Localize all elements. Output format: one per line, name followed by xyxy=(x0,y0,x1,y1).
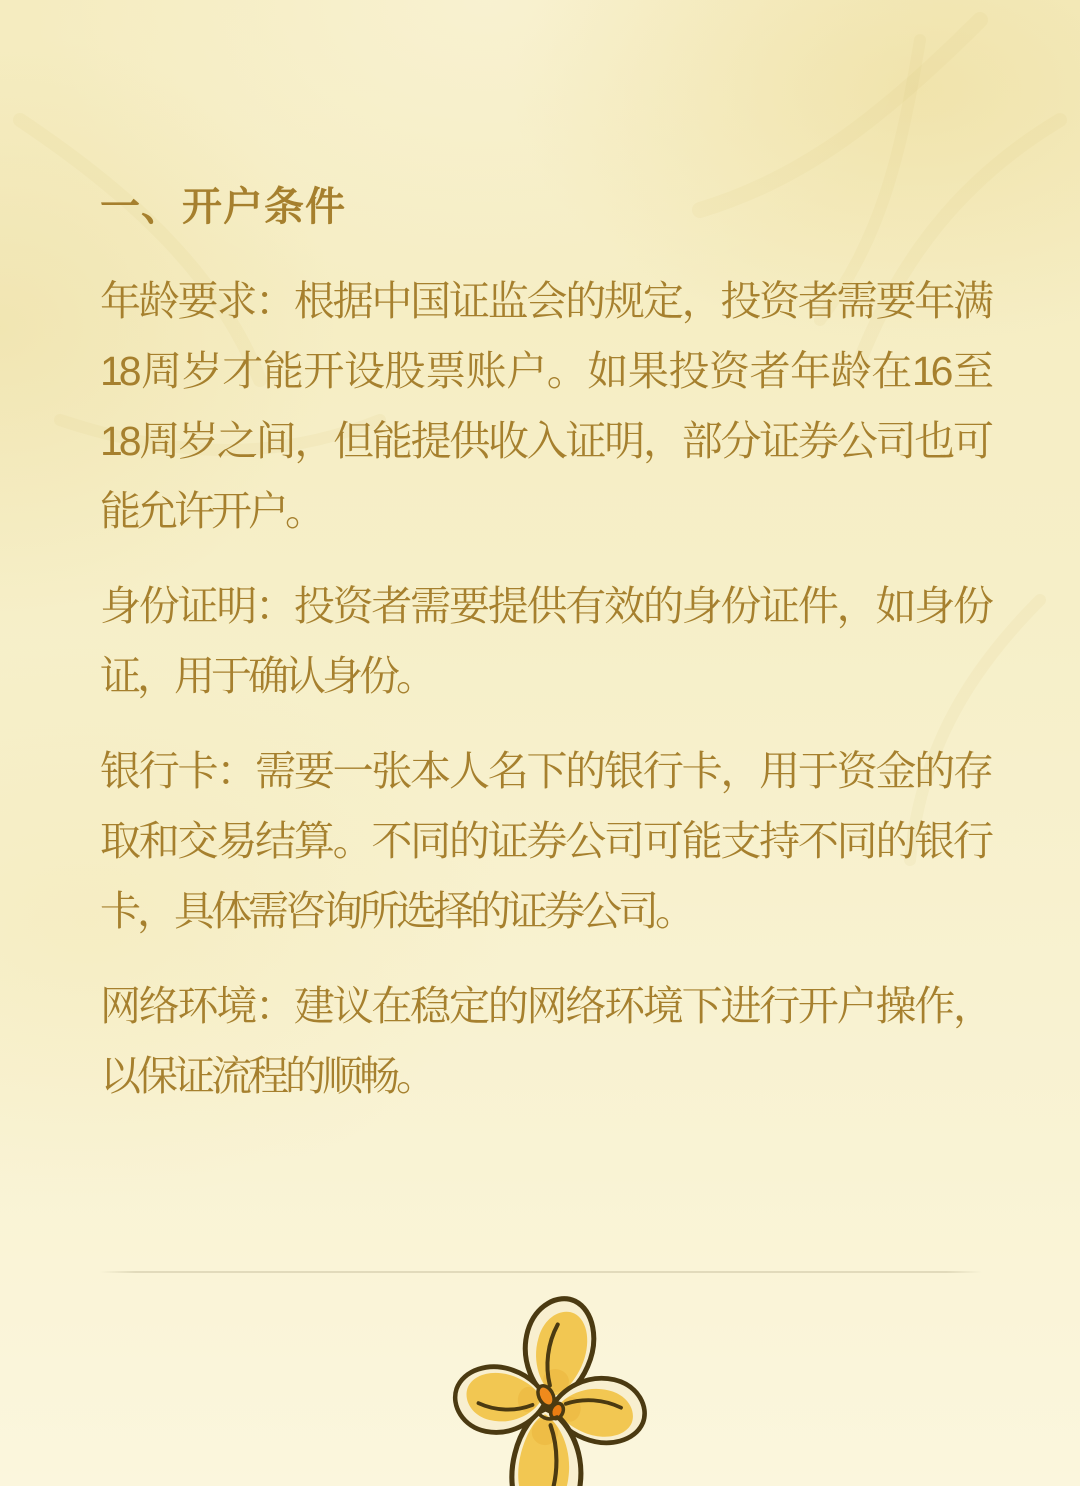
body-paragraphs xyxy=(100,266,990,1111)
paragraph xyxy=(100,971,990,1111)
text-line: 取和交易结算。不同的证券公司可能支持不同的银行 xyxy=(100,818,990,864)
text-line: 18周岁才能开设股票账户。如果投资者年龄在16至 xyxy=(100,348,990,394)
osmanthus-flower-icon xyxy=(449,1284,649,1486)
text-line: 卡，具体需咨询所选择的证券公司。 xyxy=(100,888,692,934)
footer-divider xyxy=(100,1271,982,1273)
text-line: 网络环境：建议在稳定的网络环境下进行开户操作， xyxy=(100,983,990,1029)
section-title: 一、开户条件 xyxy=(100,185,346,229)
text-line: 年龄要求：根据中国证监会的规定，投资者需要年满 xyxy=(100,278,990,324)
text-line: 18周岁之间，但能提供收入证明，部分证券公司也可 xyxy=(100,418,990,464)
paragraph xyxy=(100,266,990,546)
text-line: 银行卡：需要一张本人名下的银行卡，用于资金的存 xyxy=(100,748,990,794)
paragraph xyxy=(100,571,990,711)
text-line: 能允许开户。 xyxy=(100,488,322,534)
text-line: 以保证流程的顺畅。 xyxy=(100,1053,433,1099)
text-line: 身份证明：投资者需要提供有效的身份证件，如身份 xyxy=(100,583,990,629)
card-content xyxy=(100,183,990,1136)
text-line: 证，用于确认身份。 xyxy=(100,653,433,699)
flower-illustration xyxy=(449,1284,649,1486)
paragraph xyxy=(100,736,990,946)
